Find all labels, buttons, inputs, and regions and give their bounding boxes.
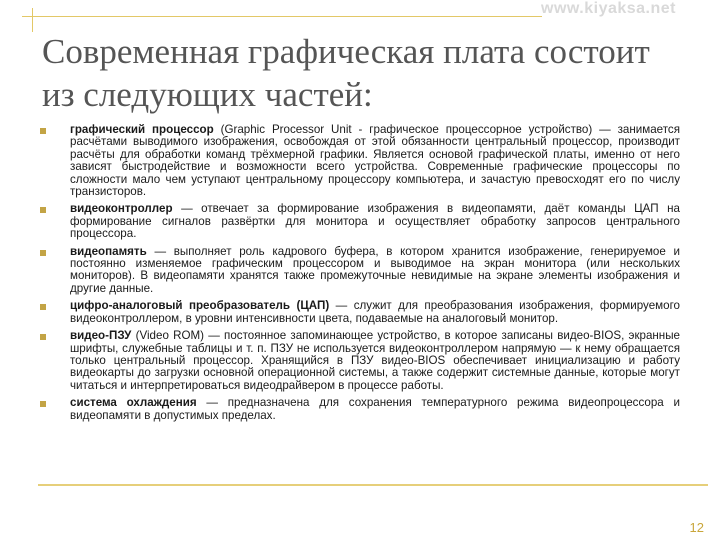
page-number: 12: [689, 520, 704, 535]
item-text: — служит для преобразования изображения, формируемого видеоконтроллером, в уровни интенсивности цвета, подаваемые на аналоговый монитор.: [70, 299, 681, 325]
item-text: — предназначена для сохранения температурного режима видеопроцессора и видеопамяти в допустимых пределах.: [70, 396, 680, 422]
square-bullet-icon: [40, 207, 46, 213]
square-bullet-icon: [40, 401, 46, 407]
list-item: [40, 300, 680, 325]
item-term: цифро-аналоговый преобразователь (ЦАП): [70, 299, 330, 313]
item-text: — выполняет роль кадрового буфера, в котором хранится изображение, генерируемое и постоянно изменяемое графическим процессором и выводимое на экран монитора (или нескольких мониторов). В видеопамяти хранятся также промежуточные невидимые на экране элементы изображения и другие данные.: [70, 244, 680, 295]
square-bullet-icon: [40, 250, 46, 256]
item-text: (Video ROM) — постоянное запоминающее устройство, в которое записаны видео-BIOS, экранные шрифты, служебные таблицы и т. п. ПЗУ не используется видеоконтроллером напрямую — к нему обращается только центральный процессор. Хранящийся в ПЗУ видео-BIOS обеспечивает инициализацию и работу видеокарты до загрузки основной операционной системы, а также содержит системные данные, которые могут читаться и интерпретироваться видеодрайвером в процессе работы.: [70, 329, 680, 392]
list-item: [40, 124, 680, 198]
item-term: графический процессор: [70, 123, 214, 136]
item-term: видеоконтроллер: [70, 202, 173, 216]
list-item: [40, 246, 680, 296]
slide-title: Современная графическая плата состоит из следующих частей:: [42, 32, 650, 114]
left-divider: [32, 8, 33, 32]
item-term: видео-ПЗУ: [70, 329, 132, 343]
top-divider: [22, 16, 542, 17]
bullet-list: [40, 124, 680, 427]
watermark: www.kiyaksa.net: [541, 0, 676, 17]
item-text: — отвечает за формирование изображения в видеопамяти, даёт команды ЦАП на формирование сигналов развёртки для монитора и осуществляет обработку запросов центрального процессора.: [70, 202, 680, 241]
bottom-divider: [38, 484, 708, 486]
square-bullet-icon: [40, 334, 46, 340]
list-item: [40, 203, 680, 240]
square-bullet-icon: [40, 128, 46, 134]
item-text: (Graphic Processor Unit - графическое процессорное устройство) — занимается расчётами выводимого изображения, освобождая от этой обязанности центральный процессор, производит расчёты для обработки команд трёхмерной графики. Является основой графической платы, именно от него зависят быстродействие и возможности всего устройства. Современные графические процессоры по сложности мало чем уступают центральному процессору компьютера, и зачастую превосходят его по числу транзисторов.: [70, 123, 680, 199]
square-bullet-icon: [40, 304, 46, 310]
list-item: [40, 330, 680, 392]
list-item: [40, 397, 680, 422]
item-term: видеопамять: [70, 244, 147, 258]
item-term: система охлаждения: [70, 396, 197, 410]
